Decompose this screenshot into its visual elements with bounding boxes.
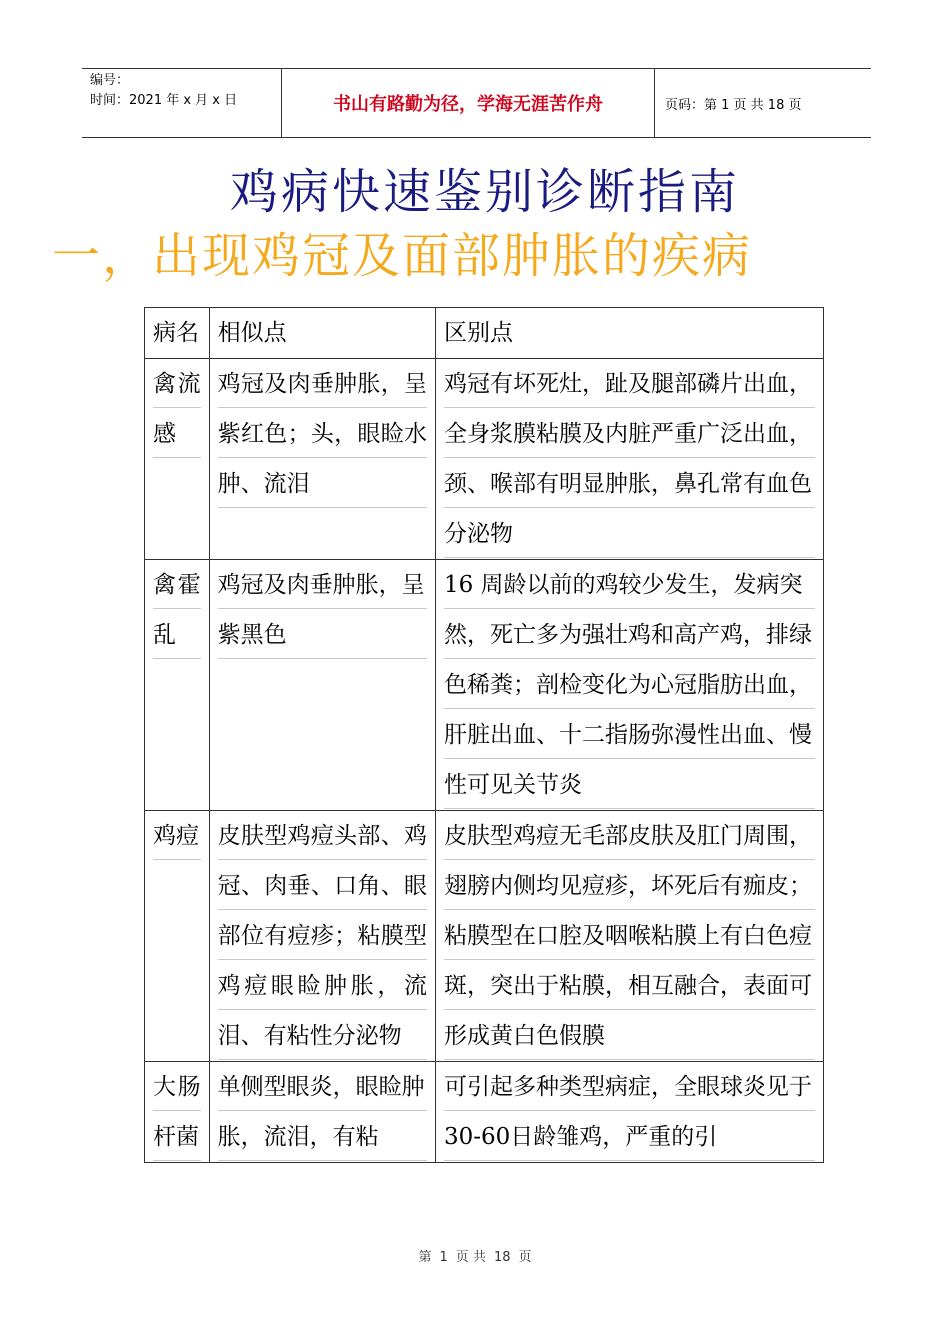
footer-page-number: 1	[439, 1250, 448, 1265]
table-header-row	[145, 308, 824, 359]
table-row	[145, 359, 824, 560]
difference-cell	[435, 1062, 823, 1163]
header-motto: 书山有路勤为径，学海无涯苦作舟	[282, 69, 655, 137]
similar-cell	[209, 811, 435, 1062]
table-row	[145, 811, 824, 1062]
diagnosis-table	[144, 307, 824, 1163]
difference-cell	[435, 811, 823, 1062]
disease-name-cell	[145, 359, 210, 560]
time-label: 时间：2021 年 x 月 x 日	[90, 93, 238, 108]
footer-page-total: 18	[493, 1250, 511, 1265]
similar-text: 单侧型眼炎，眼睑肿胀，流泪，有粘	[218, 1062, 427, 1162]
similar-cell	[209, 560, 435, 811]
document-header	[82, 68, 871, 138]
disease-name: 禽流感	[153, 359, 201, 459]
difference-text: 鸡冠有坏死灶，趾及腿部磷片出血，全身浆膜粘膜及内脏严重广泛出血，颈、喉部有明显肿胀，鼻孔常有血色分泌物	[444, 359, 815, 559]
disease-name: 大肠杆菌	[153, 1062, 201, 1162]
similar-text: 皮肤型鸡痘头部、鸡冠、肉垂、口角、眼部位有痘疹；粘膜型鸡痘眼睑肿胀，流泪、有粘性分泌物	[218, 811, 427, 1061]
similar-cell	[209, 1062, 435, 1163]
difference-text: 皮肤型鸡痘无毛部皮肤及肛门周围，翅膀内侧均见痘疹，坏死后有痂皮；粘膜型在口腔及咽喉粘膜上有白色痘斑，突出于粘膜，相互融合，表面可形成黄白色假膜	[444, 811, 815, 1061]
header-meta	[82, 69, 282, 137]
footer-page-suffix: 页	[518, 1250, 532, 1265]
difference-text: 可引起多种类型病症，全眼球炎见于30-60日龄雏鸡，严重的引	[444, 1062, 815, 1162]
difference-cell	[435, 560, 823, 811]
document-title: 鸡病快速鉴别诊断指南	[229, 164, 740, 220]
disease-name-cell	[145, 560, 210, 811]
disease-name-cell	[145, 1062, 210, 1163]
similar-text: 鸡冠及肉垂肿胀，呈紫黑色	[218, 560, 427, 660]
difference-cell	[435, 359, 823, 560]
similar-cell	[209, 359, 435, 560]
similar-text: 鸡冠及肉垂肿胀，呈紫红色；头，眼睑水肿、流泪	[218, 359, 427, 509]
disease-name: 鸡痘	[153, 811, 201, 861]
disease-name: 禽霍乱	[153, 560, 201, 660]
difference-text: 16 周龄以前的鸡较少发生，发病突然，死亡多为强壮鸡和高产鸡，排绿色稀粪；剖检变化为心冠脂肪出血，肝脏出血、十二指肠弥漫性出血、慢性可见关节炎	[444, 560, 815, 810]
header-difference: 区别点	[435, 308, 823, 359]
footer-page-mid: 页 共	[455, 1250, 486, 1265]
page-footer	[0, 1246, 950, 1265]
header-disease: 病名	[145, 308, 210, 359]
header-similar: 相似点	[209, 308, 435, 359]
table-row	[145, 1062, 824, 1163]
disease-name-cell	[145, 811, 210, 1062]
table-row	[145, 560, 824, 811]
section-subtitle: 一，出现鸡冠及面部肿胀的疾病	[52, 228, 753, 284]
number-label: 编号：	[90, 73, 130, 88]
footer-page-prefix: 第	[418, 1250, 432, 1265]
header-page-code: 页码：第 1 页 共 18 页	[665, 97, 802, 113]
